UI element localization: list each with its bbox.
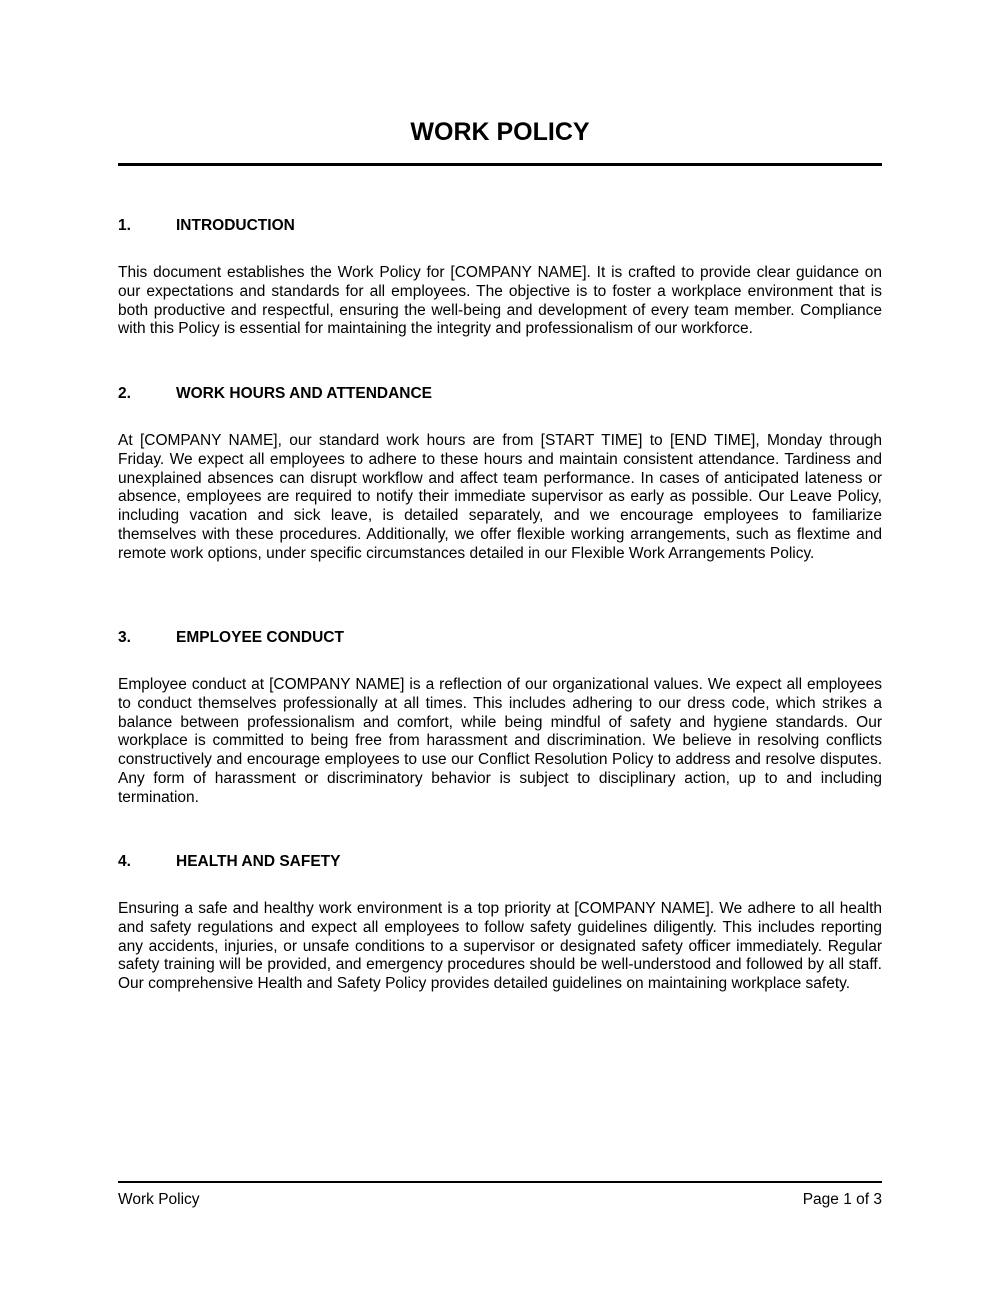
section-title: EMPLOYEE CONDUCT — [176, 629, 344, 646]
section-heading — [118, 628, 882, 648]
section-body: Ensuring a safe and healthy work environment is a top priority at [COMPANY NAME]. We adhere to all health and safety regulations and expect all employees to follow safety guidelines diligently. This includes reporting any accidents, injuries, or unsafe conditions to a supervisor or designated safety officer immediately. Regular safety training will be provided, and emergency procedures should be well-understood and followed by all staff. Our comprehensive Health and Safety Policy provides detailed guidelines on maintaining workplace safety. — [118, 900, 882, 993]
section-introduction — [118, 216, 882, 339]
section-body: Employee conduct at [COMPANY NAME] is a reflection of our organizational values. We expect all employees to conduct themselves professionally at all times. This includes adhering to our dress code, which strikes a balance between professionalism and comfort, while being mindful of safety and hygiene standards. Our workplace is committed to being free from harassment and discrimination. We believe in resolving conflicts constructively and encourage employees to use our Conflict Resolution Policy to address and resolve disputes. Any form of harassment or discriminatory behavior is subject to disciplinary action, up to and including termination. — [118, 676, 882, 806]
document-title: WORK POLICY — [410, 118, 590, 146]
section-employee-conduct — [118, 628, 882, 808]
section-number: 2. — [118, 385, 131, 402]
section-title: WORK HOURS AND ATTENDANCE — [176, 385, 433, 402]
section-title: HEALTH AND SAFETY — [176, 853, 341, 870]
section-heading — [118, 216, 882, 236]
section-heading — [118, 384, 882, 404]
section-number: 1. — [118, 217, 131, 234]
section-health-safety — [118, 852, 882, 994]
title-divider — [118, 163, 882, 166]
footer-document-name: Work Policy — [118, 1191, 200, 1208]
section-body: This document establishes the Work Policy for [COMPANY NAME]. It is crafted to provide clear guidance on our expectations and standards for all employees. The objective is to foster a workplace environment that is both productive and respectful, ensuring the well-being and development of every team member. Compliance with this Policy is essential for maintaining the integrity and professionalism of our workforce. — [118, 264, 882, 338]
document-page — [118, 0, 882, 1290]
footer-page-number: Page 1 of 3 — [802, 1191, 882, 1208]
footer-divider — [118, 1181, 882, 1183]
section-number: 3. — [118, 629, 131, 646]
section-body: At [COMPANY NAME], our standard work hours are from [START TIME] to [END TIME], Monday through Friday. We expect all employees to adhere to these hours and maintain consistent attendance. Tardiness and unexplained absences can disrupt workflow and affect team performance. In cases of anticipated lateness or absence, employees are required to notify their immediate supervisor as early as possible. Our Leave Policy, including vacation and sick leave, is detailed separately, and we encourage employees to familiarize themselves with these procedures. Additionally, we offer flexible working arrangements, such as flextime and remote work options, under specific circumstances detailed in our Flexible Work Arrangements Policy. — [118, 432, 882, 562]
section-number: 4. — [118, 853, 131, 870]
section-heading — [118, 852, 882, 872]
page-footer — [118, 1190, 882, 1210]
section-title: INTRODUCTION — [176, 217, 295, 234]
section-work-hours — [118, 384, 882, 564]
